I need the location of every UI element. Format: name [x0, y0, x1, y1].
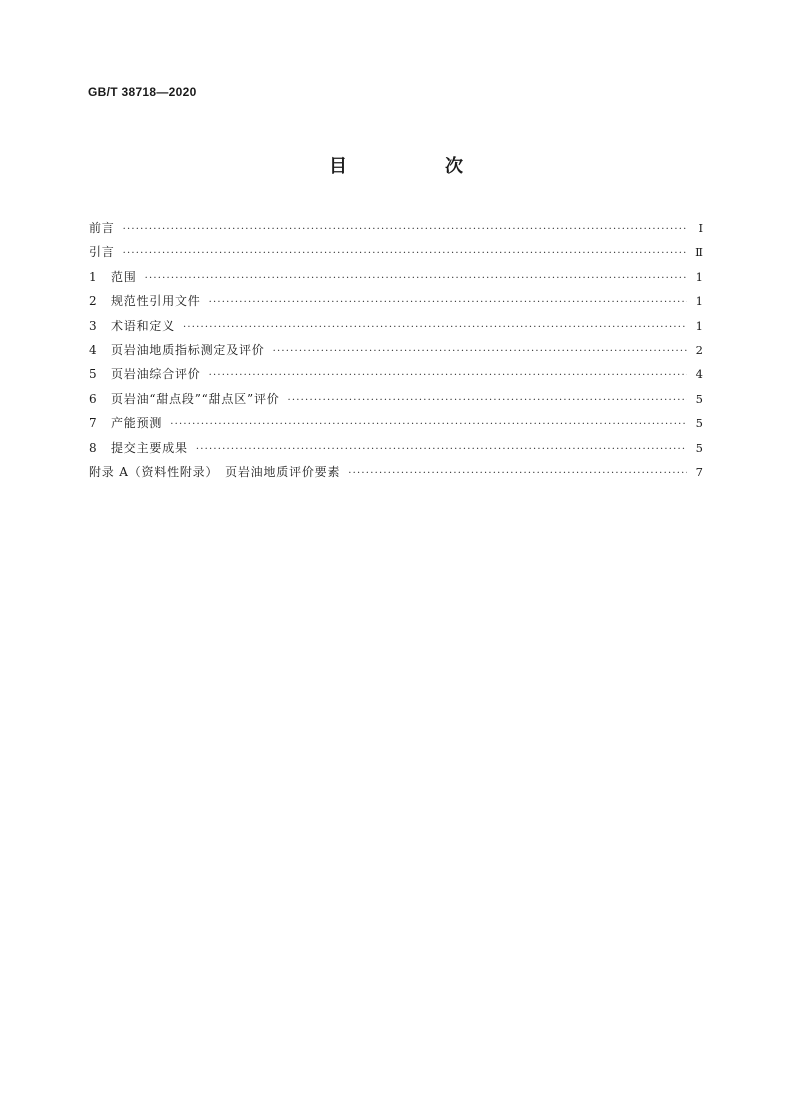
- toc-entry-page: 2: [695, 342, 703, 357]
- toc-entry-page: Ⅰ: [698, 221, 703, 235]
- toc-entry-page: 7: [695, 464, 703, 479]
- toc-entry-page: 5: [695, 440, 703, 455]
- toc-entry-number: 7: [89, 416, 97, 431]
- toc-leader-dots: [145, 267, 687, 291]
- toc-leader-dots: [170, 413, 687, 437]
- toc-leader-dots: [209, 364, 687, 388]
- toc-entry-1[interactable]: [89, 265, 703, 289]
- toc-leader-dots: [183, 316, 687, 340]
- toc-entry-3[interactable]: [89, 314, 703, 338]
- toc-entry-7[interactable]: [89, 411, 703, 435]
- toc-entry-label: 附录 A（资料性附录） 页岩油地质评价要素: [89, 464, 341, 479]
- toc-leader-dots: [273, 340, 687, 364]
- toc-entry-6[interactable]: [89, 387, 703, 411]
- toc-entry-label: 术语和定义: [111, 318, 176, 333]
- toc-entry-number: 2: [89, 294, 97, 309]
- toc-entry-foreword[interactable]: [89, 216, 703, 240]
- toc-entry-2[interactable]: [89, 289, 703, 313]
- toc-entry-page: 1: [695, 269, 703, 284]
- toc-leader-dots: [288, 389, 687, 413]
- toc-entry-label: 范围: [111, 269, 137, 284]
- toc-leader-dots: [209, 291, 687, 315]
- toc-entry-number: 6: [89, 391, 97, 406]
- toc-entry-page: 5: [695, 416, 703, 431]
- toc-entry-page: 1: [695, 318, 703, 333]
- toc-entry-number: 4: [89, 342, 97, 357]
- toc-entry-page: 5: [695, 391, 703, 406]
- toc-entry-label: 规范性引用文件: [111, 294, 201, 309]
- toc-entry-number: 3: [89, 318, 97, 333]
- toc-entry-label: 产能预测: [111, 416, 163, 431]
- toc-entry-label: 前言: [89, 221, 115, 235]
- toc-entry-8[interactable]: [89, 436, 703, 460]
- toc-leader-dots: [196, 438, 687, 462]
- toc-entry-label: 提交主要成果: [111, 440, 188, 455]
- toc-entry-label: 页岩油地质指标测定及评价: [111, 342, 265, 357]
- toc-leader-dots: [123, 242, 687, 266]
- toc-entry-page: 4: [695, 367, 703, 382]
- toc-entry-number: 1: [89, 269, 97, 284]
- toc-entry-page: Ⅱ: [695, 245, 703, 260]
- toc-entry-page: 1: [695, 294, 703, 309]
- toc-entry-number: 8: [89, 440, 97, 455]
- toc-entry-4[interactable]: [89, 338, 703, 362]
- toc-entry-label: 页岩油“甜点段”“甜点区”评价: [111, 391, 280, 406]
- toc-leader-dots: [123, 218, 687, 242]
- toc-entry-number: 5: [89, 367, 97, 382]
- toc-entry-label: 页岩油综合评价: [111, 367, 201, 382]
- toc-entry-5[interactable]: [89, 362, 703, 386]
- toc-entry-appendix-a[interactable]: [89, 460, 703, 484]
- standard-code: GB/T 38718—2020: [88, 85, 197, 99]
- table-of-contents: [89, 216, 703, 484]
- toc-entry-label: 引言: [89, 245, 115, 260]
- toc-leader-dots: [348, 462, 687, 486]
- toc-entry-introduction[interactable]: [89, 240, 703, 264]
- page-title: 目 次: [329, 156, 503, 177]
